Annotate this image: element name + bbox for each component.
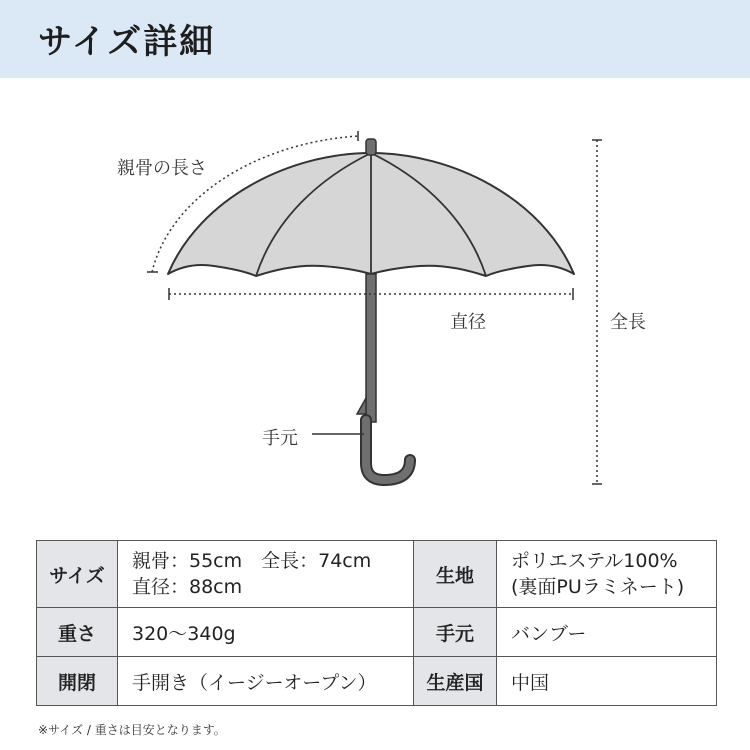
fabric-header: 生地	[414, 541, 497, 608]
table-row	[37, 608, 717, 657]
umbrella-diagram	[0, 78, 750, 518]
footnote: ※サイズ / 重さは目安となります。	[38, 723, 226, 737]
total-length-label: 全長	[610, 312, 646, 333]
rib-length-label: 親骨の長さ	[117, 158, 207, 179]
size-value-line: 親骨：55cm 全長：74cm	[132, 550, 372, 572]
fabric-value-line: (裏面PUラミネート)	[511, 576, 685, 598]
fabric-value	[497, 541, 717, 608]
diameter-label: 直径	[450, 312, 486, 333]
fabric-value-line: ポリエステル100%	[511, 550, 678, 572]
weight-value: 320〜340g	[118, 608, 414, 657]
handle-header: 手元	[414, 608, 497, 657]
umbrella-tip	[366, 139, 376, 155]
origin-header: 生産国	[414, 657, 497, 706]
handle-label: 手元	[262, 428, 298, 449]
size-header: サイズ	[37, 541, 118, 608]
origin-value: 中国	[497, 657, 717, 706]
umbrella-tab	[357, 398, 366, 414]
weight-header: 重さ	[37, 608, 118, 657]
spec-table	[36, 540, 717, 706]
opening-header: 開閉	[37, 657, 118, 706]
size-value-line: 直径：88cm	[132, 576, 243, 598]
umbrella-shaft	[366, 274, 376, 422]
page-title: サイズ詳細	[38, 22, 216, 62]
umbrella-illustration	[0, 78, 750, 518]
table-row	[37, 657, 717, 706]
opening-value: 手開き（イージーオープン）	[118, 657, 414, 706]
size-value	[118, 541, 414, 608]
table-row	[37, 541, 717, 608]
handle-value: バンブー	[497, 608, 717, 657]
